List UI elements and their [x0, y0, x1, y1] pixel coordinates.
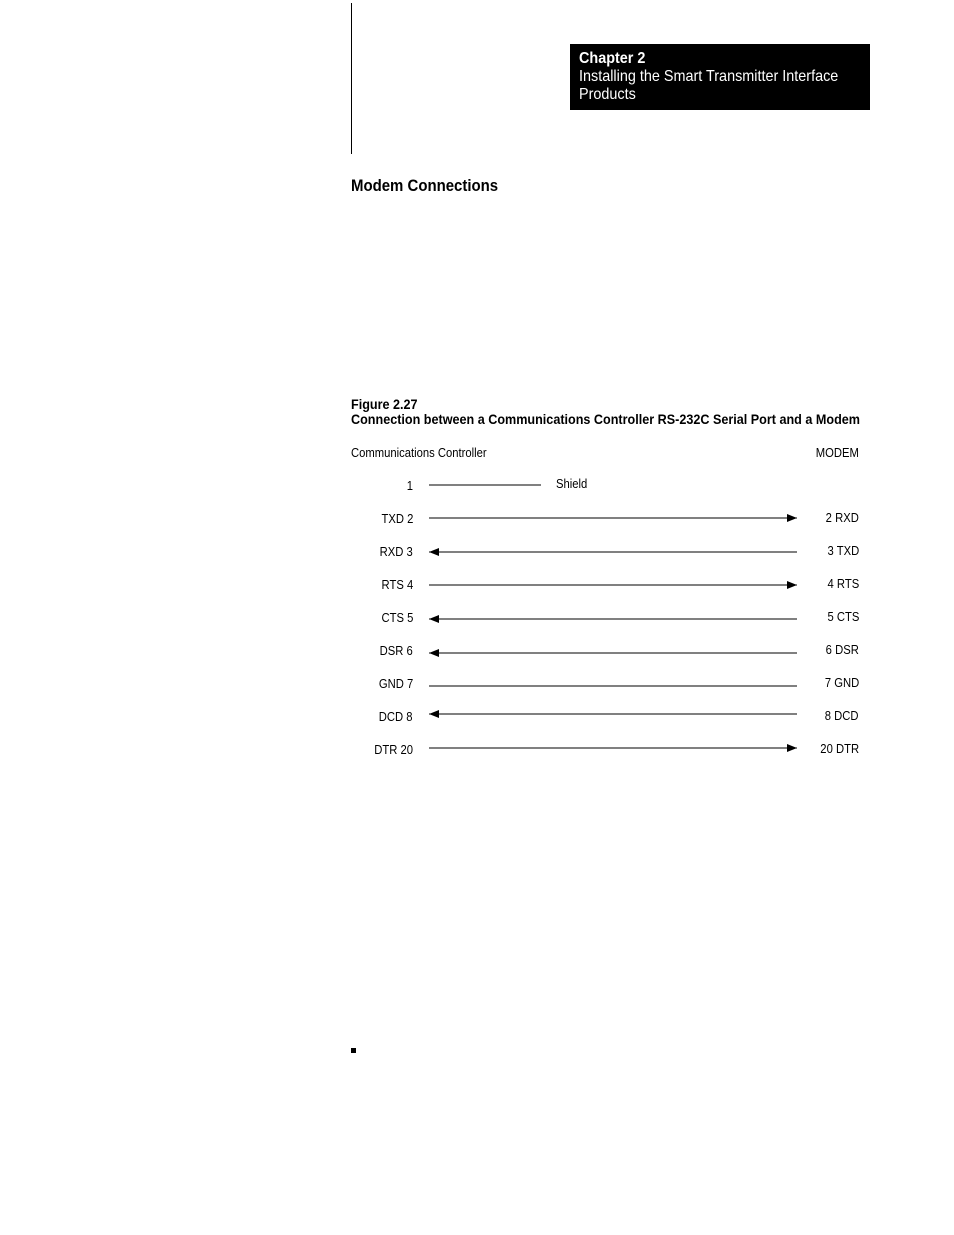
controller-pin-label: DCD 8: [379, 710, 413, 724]
controller-pin-label: CTS 5: [381, 611, 413, 625]
controller-pin-label: RXD 3: [379, 545, 413, 559]
modem-pin-label: 5 CTS: [827, 610, 859, 624]
modem-pin-label: 3 TXD: [827, 544, 859, 558]
controller-pin-label: RTS 4: [381, 578, 413, 592]
controller-pin-label: TXD 2: [381, 512, 413, 526]
chapter-number: Chapter 2: [579, 50, 646, 67]
chapter-title-line1: Installing the Smart Transmitter Interface: [579, 68, 839, 85]
shield-label: Shield: [556, 477, 588, 491]
modem-pin-label: 2 RXD: [825, 511, 859, 525]
modem-pin-label: 7 GND: [824, 676, 859, 690]
figure-caption: Connection between a Communications Controller RS-232C Serial Port and a Modem: [351, 411, 860, 427]
controller-pin-label: GND 7: [378, 677, 413, 691]
controller-heading: Communications Controller: [351, 446, 487, 460]
modem-pin-label: 4 RTS: [827, 577, 859, 591]
chapter-title-line2: Products: [579, 86, 636, 103]
modem-pin-label: 20 DTR: [820, 742, 859, 756]
modem-heading: MODEM: [815, 446, 859, 460]
controller-pin-label: 1: [406, 479, 413, 493]
section-title: Modem Connections: [351, 176, 499, 195]
controller-pin-label: DTR 20: [374, 743, 413, 757]
controller-pin-label: DSR 6: [379, 644, 413, 658]
modem-pin-label: 8 DCD: [825, 709, 859, 723]
modem-pin-label: 6 DSR: [825, 643, 859, 657]
figure-number: Figure 2.27: [351, 396, 418, 412]
end-marker: [351, 1048, 356, 1053]
